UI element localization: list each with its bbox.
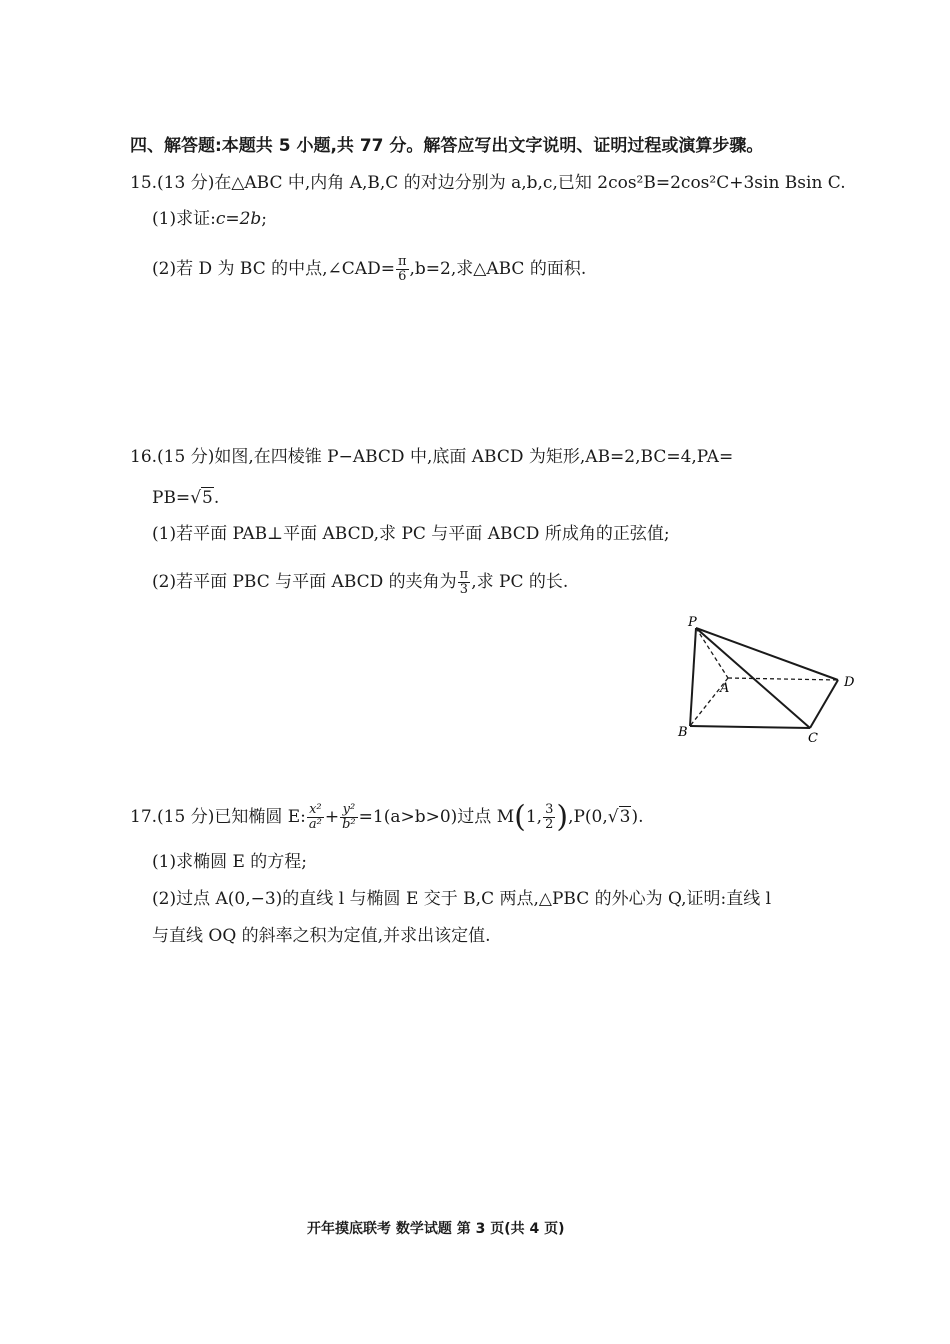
edge-AD bbox=[728, 678, 838, 680]
edge-PD bbox=[696, 628, 838, 680]
q16-head: 16.(15 分)如图,在四棱锥 P−ABCD 中,底面 ABCD 为矩形,AB=2,BC=4,PA= bbox=[130, 447, 734, 467]
q16-part2 bbox=[152, 568, 568, 597]
q17-m-num: 3 bbox=[545, 802, 554, 817]
q16-frac-den: 3 bbox=[459, 582, 469, 597]
q17-frac-x bbox=[307, 803, 324, 832]
q17-sqrt: √3 bbox=[607, 807, 631, 827]
q17-head-c: ,P(0, bbox=[568, 807, 608, 827]
q15-part1-end: ; bbox=[261, 209, 268, 229]
q16-part2-fraction bbox=[458, 568, 471, 597]
q17-m-a: 1, bbox=[525, 807, 543, 827]
q17-part1: (1)求椭圆 E 的方程; bbox=[152, 852, 308, 872]
q15-frac-den: 6 bbox=[398, 269, 407, 284]
q17-frac-x-den: a² bbox=[308, 817, 322, 832]
q15-part2-b: ,b=2,求△ABC 的面积. bbox=[409, 259, 587, 279]
q16-sqrt-radicand: 5 bbox=[202, 488, 213, 508]
q16-head2 bbox=[152, 487, 219, 509]
label-B: B bbox=[678, 725, 688, 740]
q17-frac-y-den: b² bbox=[342, 817, 356, 832]
q17-plus: + bbox=[324, 807, 340, 827]
q17-frac-y-num: y² bbox=[340, 803, 358, 818]
page-footer: 开年摸底联考 数学试题 第 3 页(共 4 页) bbox=[307, 1221, 565, 1237]
edge-PB bbox=[690, 628, 696, 726]
q17-frac-y bbox=[340, 803, 358, 832]
q15-part1-label: (1)求证: bbox=[152, 209, 216, 229]
q15-part2-fraction bbox=[396, 255, 409, 284]
q17-frac-x-num: x² bbox=[307, 803, 324, 818]
q17-head-b: =1(a>b>0)过点 M bbox=[358, 807, 515, 827]
q17-m-close: ) bbox=[556, 799, 569, 835]
edge-BC bbox=[690, 726, 810, 728]
label-D: D bbox=[844, 675, 855, 690]
q16-frac-num: π bbox=[459, 567, 469, 582]
q17-head bbox=[130, 799, 644, 835]
label-P: P bbox=[688, 615, 697, 630]
q17-sqrt-radicand: 3 bbox=[619, 807, 631, 827]
q16-part2-a: (2)若平面 PBC 与平面 ABCD 的夹角为 bbox=[152, 572, 457, 592]
q17-m-frac bbox=[543, 803, 555, 832]
q16-head2-b: . bbox=[213, 488, 220, 508]
q16-head2-a: PB= bbox=[152, 488, 191, 508]
q15-part1-expr: c=2b bbox=[215, 209, 262, 229]
q16-sqrt: √5 bbox=[190, 488, 213, 508]
q15-part2-a: (2)若 D 为 BC 的中点,∠CAD= bbox=[152, 259, 395, 279]
q15-head: 15.(13 分)在△ABC 中,内角 A,B,C 的对边分别为 a,b,c,已知 2cos²B=2cos²C+3sin Bsin C. bbox=[130, 173, 846, 193]
q15-part2 bbox=[152, 255, 586, 284]
q17-m-open: ( bbox=[514, 799, 526, 835]
label-C: C bbox=[808, 731, 818, 745]
q17-head-a: 17.(15 分)已知椭圆 E: bbox=[130, 807, 306, 827]
q16-part2-b: ,求 PC 的长. bbox=[471, 572, 569, 592]
q17-head-d: ). bbox=[631, 807, 644, 827]
section-title: 四、解答题:本题共 5 小题,共 77 分。解答应写出文字说明、证明过程或演算步骤。 bbox=[130, 136, 764, 156]
q15-part1 bbox=[152, 208, 267, 230]
edge-CD bbox=[810, 680, 838, 728]
label-A: A bbox=[720, 681, 730, 696]
q15-frac-num: π bbox=[397, 254, 407, 269]
q17-part2-line1: (2)过点 A(0,−3)的直线 l 与椭圆 E 交于 B,C 两点,△PBC 的外心为 Q,证明:直线 l bbox=[152, 889, 772, 909]
pyramid-figure bbox=[670, 610, 870, 745]
q16-part1: (1)若平面 PAB⊥平面 ABCD,求 PC 与平面 ABCD 所成角的正弦值; bbox=[152, 524, 670, 544]
q17-m-den: 2 bbox=[545, 817, 554, 832]
q17-part2-line2: 与直线 OQ 的斜率之积为定值,并求出该定值. bbox=[152, 926, 491, 946]
